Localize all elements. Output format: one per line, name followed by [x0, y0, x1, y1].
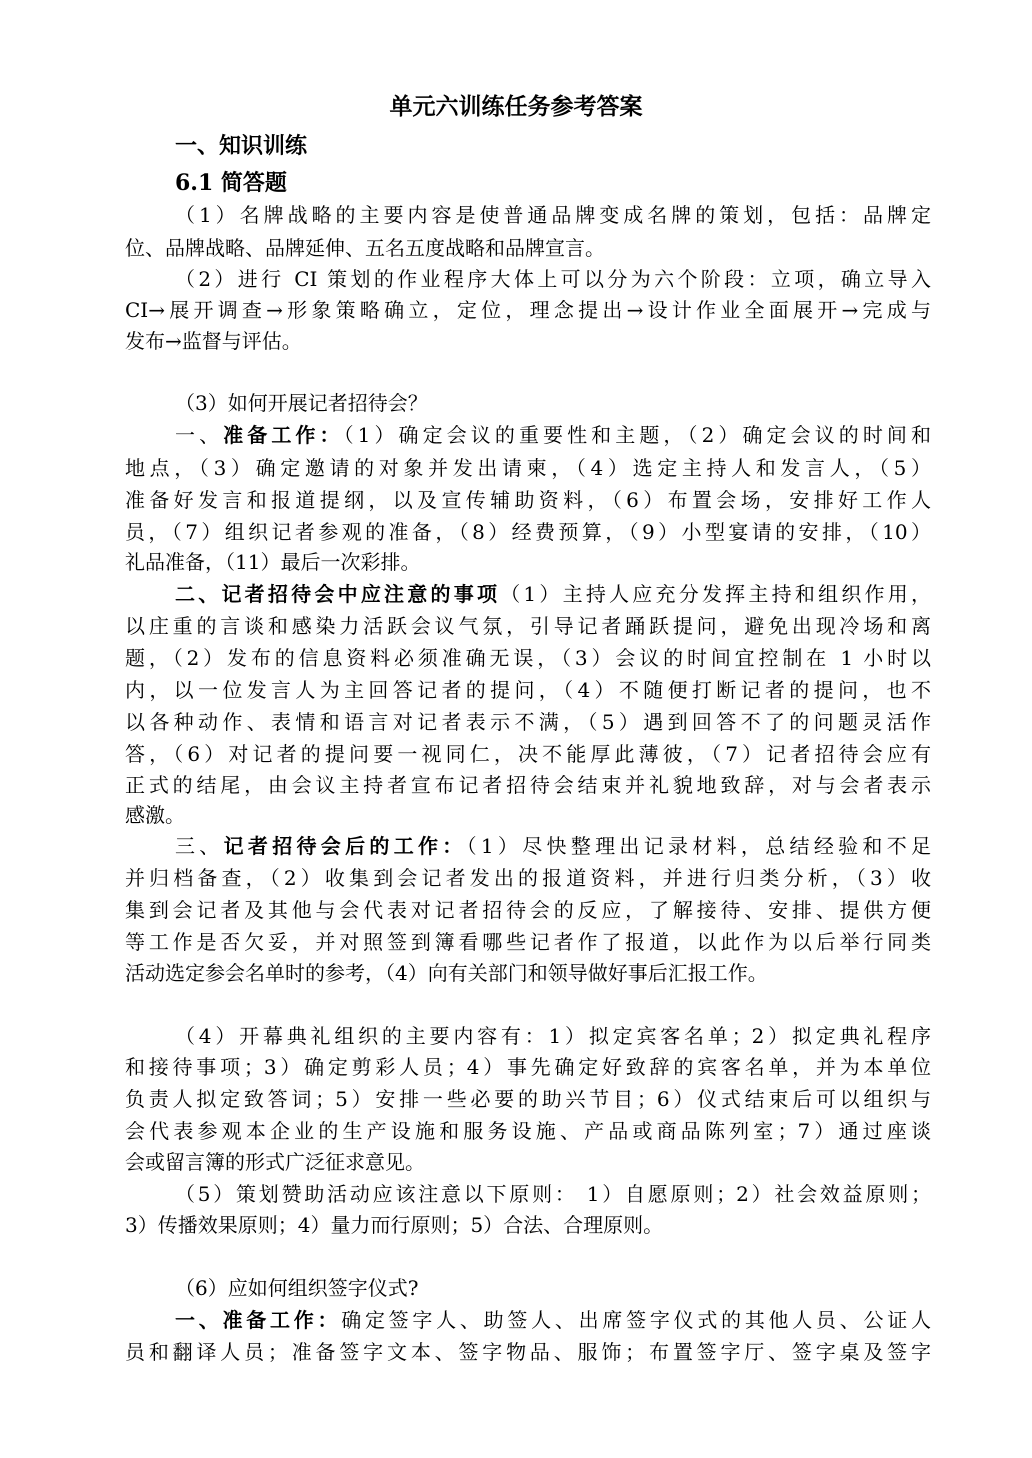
answer-4-line-5: 会或留言簿的形式广泛征求意见。: [125, 1150, 425, 1174]
answer-3-part-1-line-5: 礼品准备，（11）最后一次彩排。: [125, 550, 421, 574]
part-prefix: 三、: [175, 834, 224, 858]
answer-4-line-2: 和接待事项；3）确定剪彩人员；4）事先确定好致辞的宾客名单，并为本单位: [125, 1055, 931, 1079]
answer-6-part-1-line-1: [175, 1303, 931, 1337]
answer-3-part-1-line-2: 地点，（3）确定邀请的对象并发出请柬，（4）选定主持人和发言人，（5）: [125, 456, 931, 480]
answer-4-line-4: 会代表参观本企业的生产设施和服务设施、产品或商品陈列室；7）通过座谈: [125, 1119, 931, 1143]
answer-3-part-1-line-3: 准备好发言和报道提纲，以及宣传辅助资料，（6）布置会场，安排好工作人: [125, 488, 931, 512]
question-3: （3）如何开展记者招待会？: [175, 391, 428, 415]
answer-3-part-1-line-1: [175, 418, 931, 452]
part-text: 确定签字人、助签人、出席签字仪式的其他人员、公证人: [341, 1308, 932, 1332]
part-heading: 准备工作：: [223, 423, 344, 447]
part-prefix: 一、: [175, 423, 224, 447]
answer-3-part-2-line-2: 以庄重的言谈和感染力活跃会议气氛，引导记者踊跃提问，避免出现冷场和离: [125, 614, 931, 638]
part-text: （1）主持人应充分发挥主持和组织作用，: [500, 582, 931, 606]
answer-3-part-3-line-5: 活动选定参会名单时的参考，（4）向有关部门和领导做好事后汇报工作。: [125, 961, 768, 985]
answer-3-part-2-line-3: 题，（2）发布的信息资料必须准确无误，（3）会议的时间宜控制在 1 小时以: [125, 646, 931, 670]
section-heading-knowledge-training: 一、知识训练: [175, 133, 308, 159]
answer-3-part-2-line-4: 内，以一位发言人为主回答记者的提问，（4）不随便打断记者的提问，也不: [125, 678, 931, 702]
part-heading: 二、记者招待会中应注意的事项: [175, 582, 501, 606]
part-heading: 一、准备工作：: [175, 1308, 342, 1332]
answer-3-part-3-line-4: 等工作是否欠妥，并对照签到簿看哪些记者作了报道，以此作为以后举行同类: [125, 930, 931, 954]
answer-2-line-1: （2）进行 CI 策划的作业程序大体上可以分为六个阶段：立项，确立导入: [175, 267, 931, 291]
answer-1-line-1: （1）名牌战略的主要内容是使普通品牌变成名牌的策划，包括：品牌定: [175, 203, 931, 227]
answer-3-part-2-line-6: 答，（6）对记者的提问要一视同仁，决不能厚此薄彼，（7）记者招待会应有: [125, 742, 931, 766]
section-heading-short-answer: 6.1 简答题: [175, 170, 287, 196]
part-text: （1）确定会议的重要性和主题，（2）确定会议的时间和: [343, 423, 932, 447]
answer-3-part-3-line-1: [175, 829, 931, 863]
document-title: 单元六训练任务参考答案: [389, 93, 643, 120]
answer-3-part-2-line-1: [175, 577, 931, 611]
answer-3-part-1-line-4: 员，（7）组织记者参观的准备，（8）经费预算，（9）小型宴请的安排，（10）: [125, 520, 931, 544]
answer-1-line-2: 位、品牌战略、品牌延伸、五名五度战略和品牌宣言。: [125, 236, 605, 260]
answer-2-line-3: 发布→监督与评估。: [125, 329, 302, 353]
question-6: （6）应如何组织签字仪式?: [175, 1276, 419, 1300]
answer-3-part-2-line-5: 以各种动作、表情和语言对记者表示不满，（5）遇到回答不了的问题灵活作: [125, 710, 931, 734]
part-text: （1）尽快整理出记录材料，总结经验和不足: [466, 834, 932, 858]
answer-3-part-2-line-7: 正式的结尾，由会议主持者宣布记者招待会结束并礼貌地致辞，对与会者表示: [125, 773, 931, 797]
answer-4-line-1: （4）开幕典礼组织的主要内容有：1）拟定宾客名单；2）拟定典礼程序: [175, 1024, 931, 1048]
answer-3-part-2-line-8: 感激。: [125, 803, 185, 827]
answer-3-part-3-line-3: 集到会记者及其他与会代表对记者招待会的反应，了解接待、安排、提供方便: [125, 898, 931, 922]
answer-3-part-3-line-2: 并归档备查，（2）收集到会记者发出的报道资料，并进行归类分析，（3）收: [125, 866, 931, 890]
answer-6-part-1-line-2: 员和翻译人员；准备签字文本、签字物品、服饰；布置签字厅、签字桌及签字: [125, 1340, 931, 1364]
part-heading: 记者招待会后的工作：: [223, 834, 467, 858]
answer-5-line-2: 3）传播效果原则；4）量力而行原则；5）合法、合理原则。: [125, 1213, 664, 1237]
answer-4-line-3: 负责人拟定致答词；5）安排一些必要的助兴节目；6）仪式结束后可以组织与: [125, 1087, 931, 1111]
answer-2-line-2: CI→展开调查→形象策略确立，定位，理念提出→设计作业全面展开→完成与: [125, 298, 931, 322]
answer-5-line-1: （5）策划赞助活动应该注意以下原则： 1）自愿原则；2）社会效益原则；: [175, 1182, 931, 1206]
